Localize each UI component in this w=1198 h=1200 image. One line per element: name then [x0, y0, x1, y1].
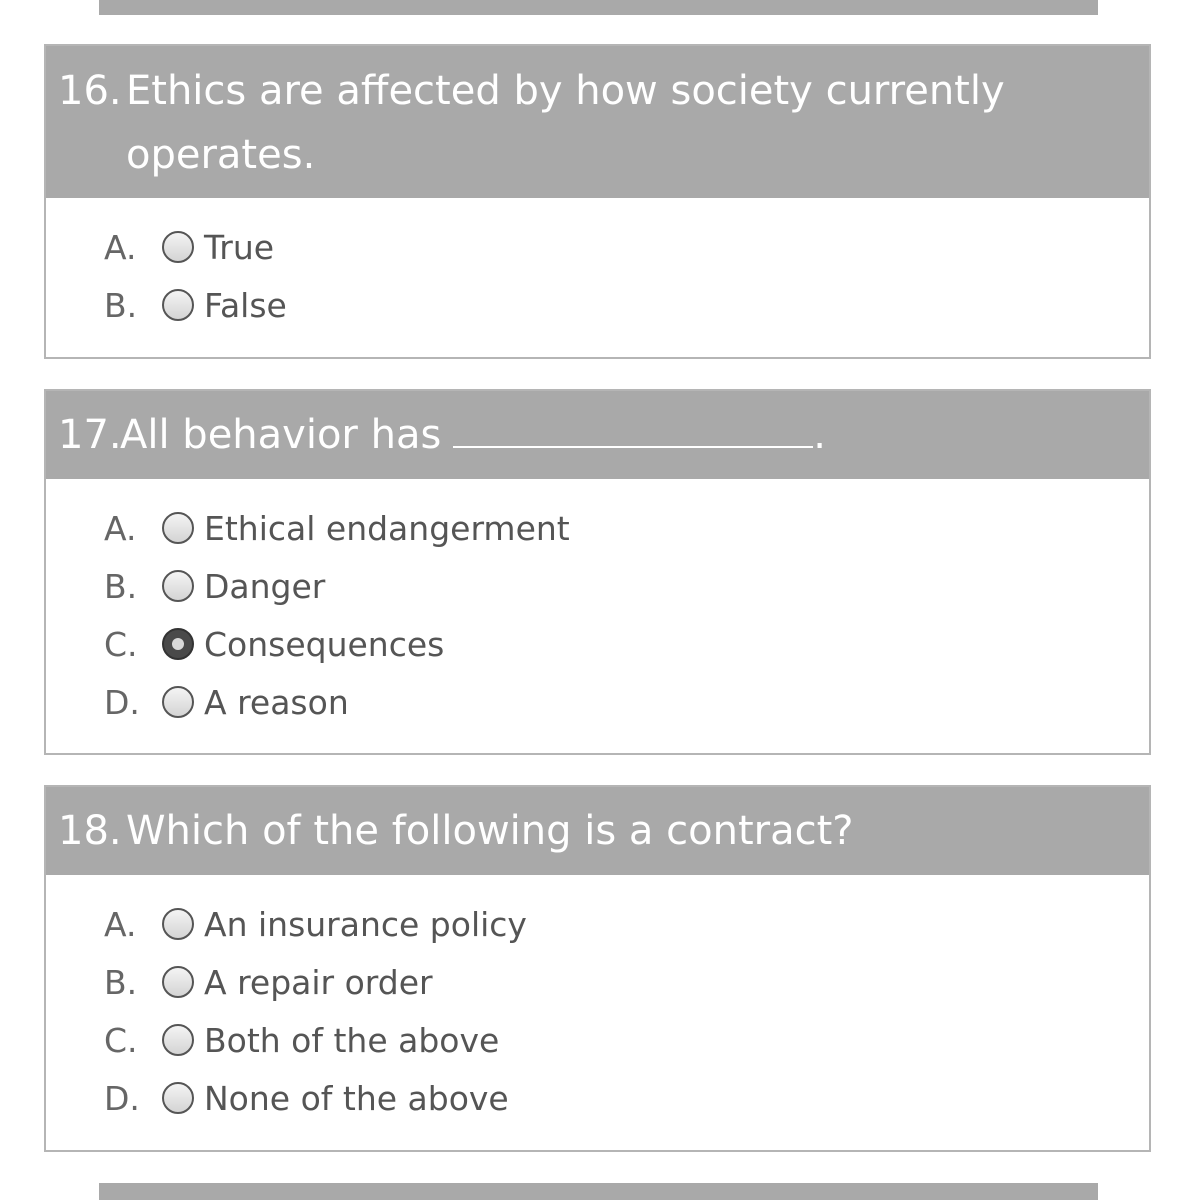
option-label[interactable]: Both of the above [204, 1020, 500, 1060]
question-number: 16. [58, 68, 122, 114]
option-letter: C. [104, 1020, 138, 1060]
option-label[interactable]: None of the above [204, 1078, 509, 1118]
option-letter: B. [104, 285, 138, 325]
answer-option-b[interactable] [104, 557, 1149, 615]
option-letter: A. [104, 904, 137, 944]
option-letter: B. [104, 962, 138, 1002]
previous-question-card-edge [99, 0, 1098, 15]
radio-button[interactable] [162, 1024, 194, 1056]
next-question-card-edge [99, 1183, 1098, 1200]
answer-option-a[interactable] [104, 895, 1149, 953]
answer-option-b[interactable] [104, 276, 1149, 334]
question-stem: All behavior has [120, 412, 442, 458]
radio-button[interactable] [162, 966, 194, 998]
option-letter: A. [104, 508, 137, 548]
answer-blank [453, 416, 813, 448]
answer-options [46, 479, 1149, 731]
radio-button[interactable] [162, 512, 194, 544]
answer-option-d[interactable] [104, 673, 1149, 731]
option-letter: A. [104, 227, 137, 267]
option-label[interactable]: A reason [204, 682, 349, 722]
question-card-17 [44, 389, 1151, 755]
option-label[interactable]: An insurance policy [204, 904, 527, 944]
question-text: Ethics are affected by how society currently operates. [126, 68, 1005, 178]
question-text [120, 403, 1137, 467]
radio-button-selected[interactable] [162, 628, 194, 660]
question-header [46, 46, 1149, 198]
radio-button[interactable] [162, 908, 194, 940]
answer-option-c[interactable] [104, 1011, 1149, 1069]
option-label[interactable]: Danger [204, 566, 326, 606]
question-number: 17. [58, 412, 122, 458]
answer-option-b[interactable] [104, 953, 1149, 1011]
question-header [46, 787, 1149, 875]
answer-options [46, 875, 1149, 1127]
option-label[interactable]: False [204, 285, 287, 325]
question-number: 18. [58, 808, 122, 854]
radio-button[interactable] [162, 686, 194, 718]
question-card-18 [44, 785, 1151, 1152]
option-label[interactable]: Consequences [204, 624, 445, 664]
answer-option-d[interactable] [104, 1069, 1149, 1127]
answer-option-a[interactable] [104, 218, 1149, 276]
answer-option-a[interactable] [104, 499, 1149, 557]
question-text: Which of the following is a contract? [126, 808, 854, 854]
option-letter: B. [104, 566, 138, 606]
option-label[interactable]: True [204, 227, 275, 267]
option-label[interactable]: A repair order [204, 962, 433, 1002]
radio-button[interactable] [162, 289, 194, 321]
radio-button[interactable] [162, 1082, 194, 1114]
question-suffix: . [813, 412, 827, 458]
option-letter: D. [104, 1078, 140, 1118]
answer-option-c[interactable] [104, 615, 1149, 673]
radio-button[interactable] [162, 570, 194, 602]
question-header [46, 391, 1149, 479]
option-letter: C. [104, 624, 138, 664]
radio-button[interactable] [162, 231, 194, 263]
question-card-16 [44, 44, 1151, 359]
option-letter: D. [104, 682, 140, 722]
answer-options [46, 198, 1149, 334]
option-label[interactable]: Ethical endangerment [204, 508, 570, 548]
